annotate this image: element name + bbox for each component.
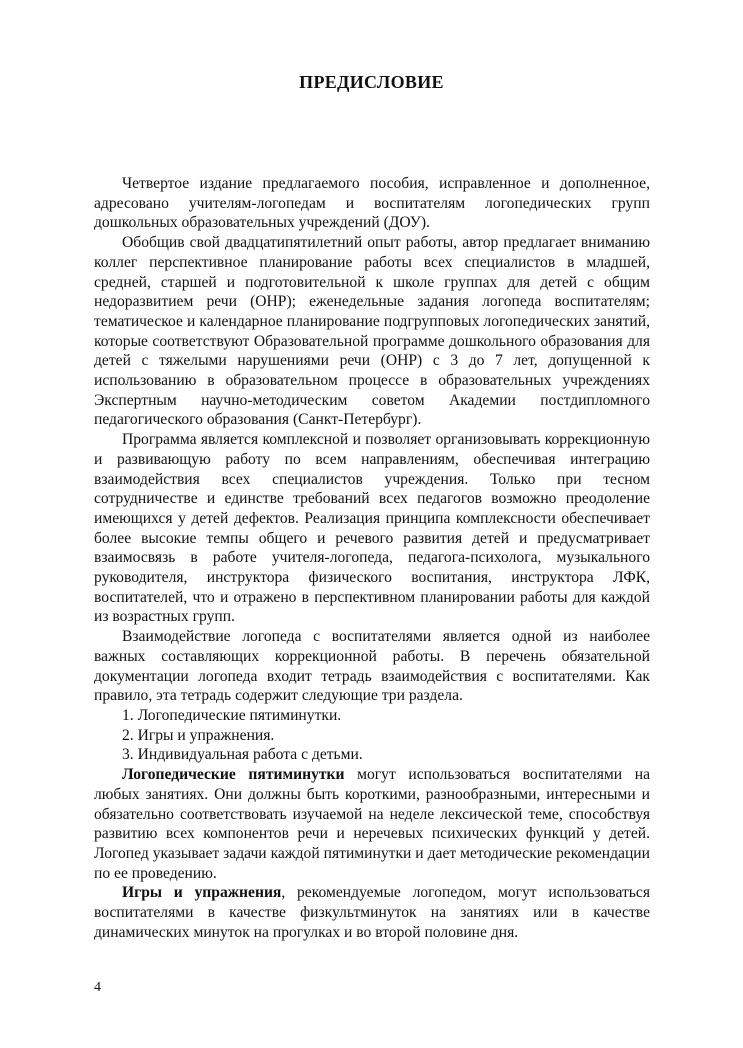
- paragraph-text: Четвертое издание предлагаемого пособия, исправленное и дополненное, адресовано учителям-логопедам и воспитателям логопедических групп дошкольных образовательных учреждений (ДОУ).: [94, 175, 650, 232]
- paragraph-1: [94, 174, 650, 233]
- paragraph-text: Программа является комплексной и позволяет организовывать коррекционную и развивающую работу по всем направлениям, обеспечивая интеграцию взаимодействия всех специалистов учреждения. Только при тесном сотрудничестве и единстве требований всех педагогов возможно преодоление имеющихся у детей дефектов. Реализация принципа комплексности обеспечивает более высокие темпы общего и речевого развития детей и предусматривает взаимосвязь в работе учителя-логопеда, педагога-психолога, музыкального руководителя, инструктора физического воспитания, инструктора ЛФК, воспитателей, что и отражено в перспективном планировании работы для каждой из возрастных групп.: [94, 431, 650, 626]
- paragraph-lead: Логопедические пятиминутки: [122, 766, 345, 784]
- list-item-text: 2. Игры и упражнения.: [122, 726, 275, 744]
- paragraph-5: [94, 765, 650, 883]
- paragraph-3: [94, 430, 650, 627]
- list-item-1: [94, 706, 650, 726]
- page-number: 4: [94, 980, 101, 995]
- list-item-text: 3. Индивидуальная работа с детьми.: [122, 746, 363, 764]
- paragraph-6: [94, 883, 650, 942]
- list-item-2: [94, 726, 650, 746]
- list-item-3: [94, 745, 650, 765]
- paragraph-text: , рекомендуемые логопедом, могут использоваться воспитателями в качестве физкультминуток на занятиях или в качестве динамических минуток на прогулках и во второй половине дня.: [94, 884, 650, 941]
- paragraph-text: могут использоваться воспитателями на любых занятиях. Они должны быть короткими, разнообразными, интересными и обязательно соответствовать изучаемой на неделе лексической теме, способствуя развитию всех компонентов речи и неречевых психических функций у детей. Логопед указывает задачи каждой пятиминутки и дает методические рекомендации по ее проведению.: [94, 766, 650, 882]
- paragraph-2: [94, 233, 650, 430]
- paragraph-text: Взаимодействие логопеда с воспитателями является одной из наиболее важных составляющих коррекционной работы. В перечень обязательной документации логопеда входит тетрадь взаимодействия с воспитателями. Как правило, эта тетрадь содержит следующие три раздела.: [94, 628, 650, 705]
- page-title: ПРЕДИСЛОВИЕ: [299, 72, 444, 92]
- body-text: [94, 174, 650, 942]
- paragraph-text: Обобщив свой двадцатипятилетний опыт работы, автор предлагает вниманию коллег перспективное планирование работы всех специалистов в младшей, средней, старшей и подготовительной к школе группах для детей с общим недоразвитием речи (ОНР); еженедельные задания логопеда воспитателям; тематическое и календарное планирование подгрупповых логопедических занятий, которые соответствуют Образовательной программе дошкольного образования для детей с тяжелыми нарушениями речи (ОНР) с 3 до 7 лет, допущенной к использованию в образовательном процессе в образовательных учреждениях Экспертным научно-методическим советом Академии постдипломного педагогического образования (Санкт-Петербург).: [94, 234, 650, 429]
- paragraph-lead: Игры и упражнения: [122, 884, 282, 902]
- paragraph-4: [94, 627, 650, 706]
- list-item-text: 1. Логопедические пятиминутки.: [122, 706, 342, 724]
